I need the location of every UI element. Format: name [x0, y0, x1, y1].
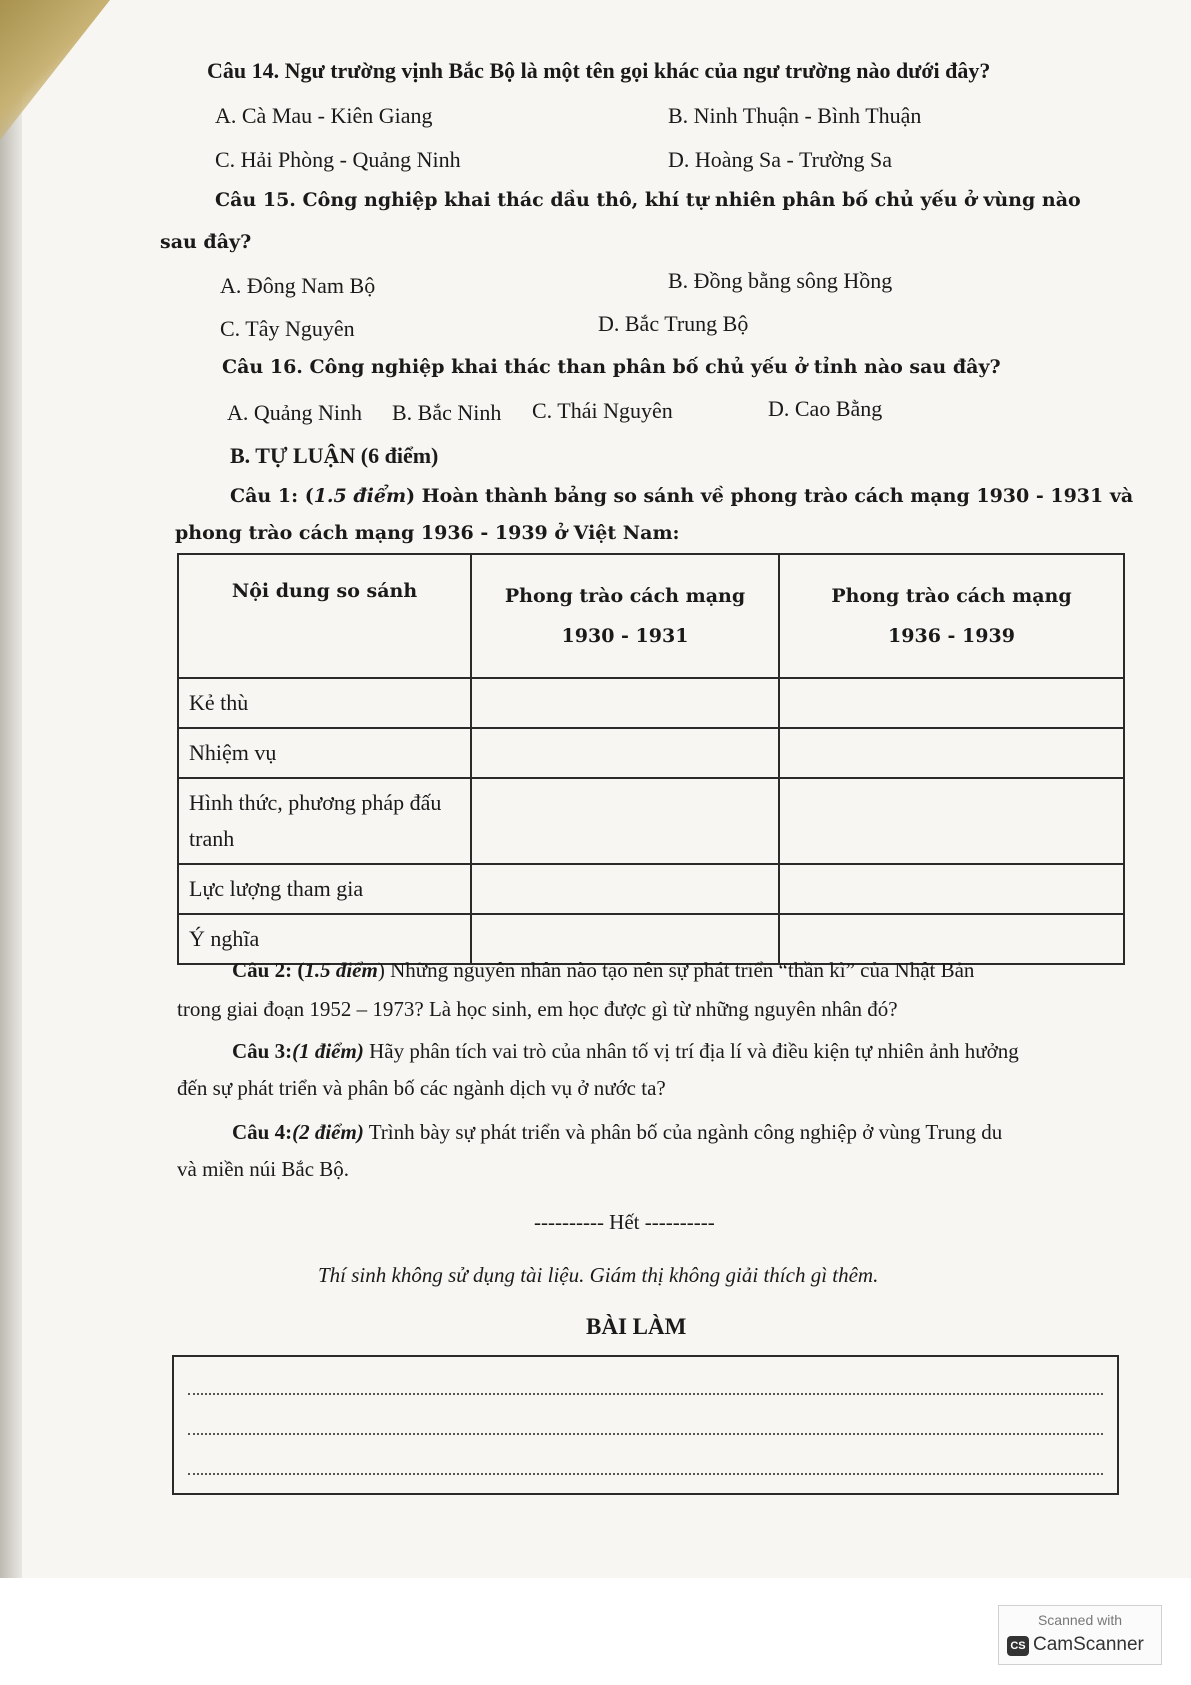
q15-option-d: D. Bắc Trung Bộ	[598, 311, 749, 336]
row-label-hinh-thuc: Hình thức, phương pháp đấu tranh	[178, 778, 471, 864]
answer-line[interactable]	[188, 1473, 1103, 1475]
q14-option-d: D. Hoàng Sa - Trường Sa	[668, 147, 893, 172]
q14-option-a: A. Cà Mau - Kiên Giang	[215, 103, 433, 128]
q14-option-c: C. Hải Phòng - Quảng Ninh	[215, 147, 461, 172]
table-row	[178, 728, 1124, 778]
essay3-line1	[232, 1039, 1019, 1064]
q16-option-a: A. Quảng Ninh	[227, 400, 363, 425]
table-row	[178, 678, 1124, 728]
folded-corner	[0, 0, 110, 140]
essay3-text: Hãy phân tích vai trò của nhân tố vị trí địa lí và điều kiện tự nhiên ảnh hưởng	[363, 1039, 1019, 1063]
cell-1936-hinh-thuc[interactable]	[779, 778, 1124, 864]
cell-1930-y-nghia[interactable]	[471, 914, 779, 964]
q14-title: Câu 14. Ngư trường vịnh Bắc Bộ là một tên gọi khác của ngư trường nào dưới đây?	[207, 58, 991, 83]
table-row	[178, 864, 1124, 914]
essay2-line1	[232, 958, 974, 983]
answer-title: BÀI LÀM	[586, 1314, 687, 1339]
essay1-points: 1.5 điểm	[313, 485, 407, 507]
q14-option-b: B. Ninh Thuận - Bình Thuận	[668, 103, 922, 128]
essay2-label: Câu 2: (	[232, 958, 305, 982]
camscanner-logo-icon: CS	[1007, 1636, 1029, 1656]
essay4-text: Trình bày sự phát triển và phân bố của ngành công nghiệp ở vùng Trung du	[363, 1120, 1003, 1144]
header-1936: Phong trào cách mạng 1936 - 1939	[779, 554, 1124, 678]
comparison-table	[177, 553, 1125, 965]
cell-1936-nhiem-vu[interactable]	[779, 728, 1124, 778]
cell-1930-luc-luong[interactable]	[471, 864, 779, 914]
row-label-luc-luong: Lực lượng tham gia	[178, 864, 471, 914]
cell-1930-ke-thu[interactable]	[471, 678, 779, 728]
essay3-points: (1 điểm)	[292, 1039, 364, 1063]
essay1-line2: phong trào cách mạng 1936 - 1939 ở Việt Nam:	[175, 522, 680, 544]
q16-option-d: D. Cao Bằng	[768, 396, 883, 421]
scan-edge-shadow	[0, 0, 22, 1580]
essay4-points: (2 điểm)	[292, 1120, 364, 1144]
q15-option-c: C. Tây Nguyên	[220, 316, 355, 341]
section-b-heading: B. TỰ LUẬN (6 điểm)	[230, 443, 439, 468]
essay1-text: ) Hoàn thành bảng so sánh về phong trào cách mạng 1930 - 1931 và	[406, 485, 1134, 507]
row-label-y-nghia: Ý nghĩa	[178, 914, 471, 964]
header-content: Nội dung so sánh	[178, 554, 471, 678]
answer-line[interactable]	[188, 1433, 1103, 1435]
cell-1930-hinh-thuc[interactable]	[471, 778, 779, 864]
q16-option-b: B. Bắc Ninh	[392, 400, 502, 425]
answer-box[interactable]	[172, 1355, 1119, 1495]
cell-1936-ke-thu[interactable]	[779, 678, 1124, 728]
q15-option-b: B. Đồng bằng sông Hồng	[668, 268, 893, 293]
essay3-line2: đến sự phát triển và phân bố các ngành dịch vụ ở nước ta?	[177, 1076, 666, 1100]
essay3-label: Câu 3:	[232, 1039, 293, 1063]
essay4-label: Câu 4:	[232, 1120, 293, 1144]
answer-line[interactable]	[188, 1393, 1103, 1395]
table-row	[178, 914, 1124, 964]
essay1-line1	[230, 485, 1133, 508]
q15-title-line1: Câu 15. Công nghiệp khai thác dầu thô, khí tự nhiên phân bố chủ yếu ở vùng nào	[215, 189, 1081, 211]
scanned-with-text: Scanned with	[1037, 1612, 1123, 1628]
q16-title: Câu 16. Công nghiệp khai thác than phân bố chủ yếu ở tỉnh nào sau đây?	[222, 356, 1001, 378]
exam-note: Thí sinh không sử dụng tài liệu. Giám thị không giải thích gì thêm.	[318, 1263, 879, 1287]
table-row	[178, 778, 1124, 864]
cell-1936-y-nghia[interactable]	[779, 914, 1124, 964]
essay2-points: 1.5 điểm	[304, 958, 378, 982]
q15-title-line2: sau đây?	[160, 231, 252, 253]
camscanner-name: CamScanner	[1033, 1634, 1144, 1655]
table-header-row	[178, 554, 1124, 678]
essay2-line2: trong giai đoạn 1952 – 1973? Là học sinh, em học được gì từ những nguyên nhân đó?	[177, 997, 898, 1021]
essay1-label: Câu 1: (	[230, 485, 314, 507]
q16-option-c: C. Thái Nguyên	[532, 398, 673, 423]
q15-option-a: A. Đông Nam Bộ	[220, 273, 376, 298]
essay2-text: ) Những nguyên nhân nào tạo nên sự phát triển “thần kì” của Nhật Bản	[377, 958, 975, 982]
cell-1936-luc-luong[interactable]	[779, 864, 1124, 914]
row-label-ke-thu: Kẻ thù	[178, 678, 471, 728]
cell-1930-nhiem-vu[interactable]	[471, 728, 779, 778]
header-1930: Phong trào cách mạng 1930 - 1931	[471, 554, 779, 678]
camscanner-watermark	[998, 1605, 1162, 1665]
essay4-line2: và miền núi Bắc Bộ.	[177, 1157, 350, 1181]
end-mark: ---------- Hết ----------	[534, 1210, 715, 1234]
essay4-line1	[232, 1120, 1002, 1145]
row-label-nhiem-vu: Nhiệm vụ	[178, 728, 471, 778]
